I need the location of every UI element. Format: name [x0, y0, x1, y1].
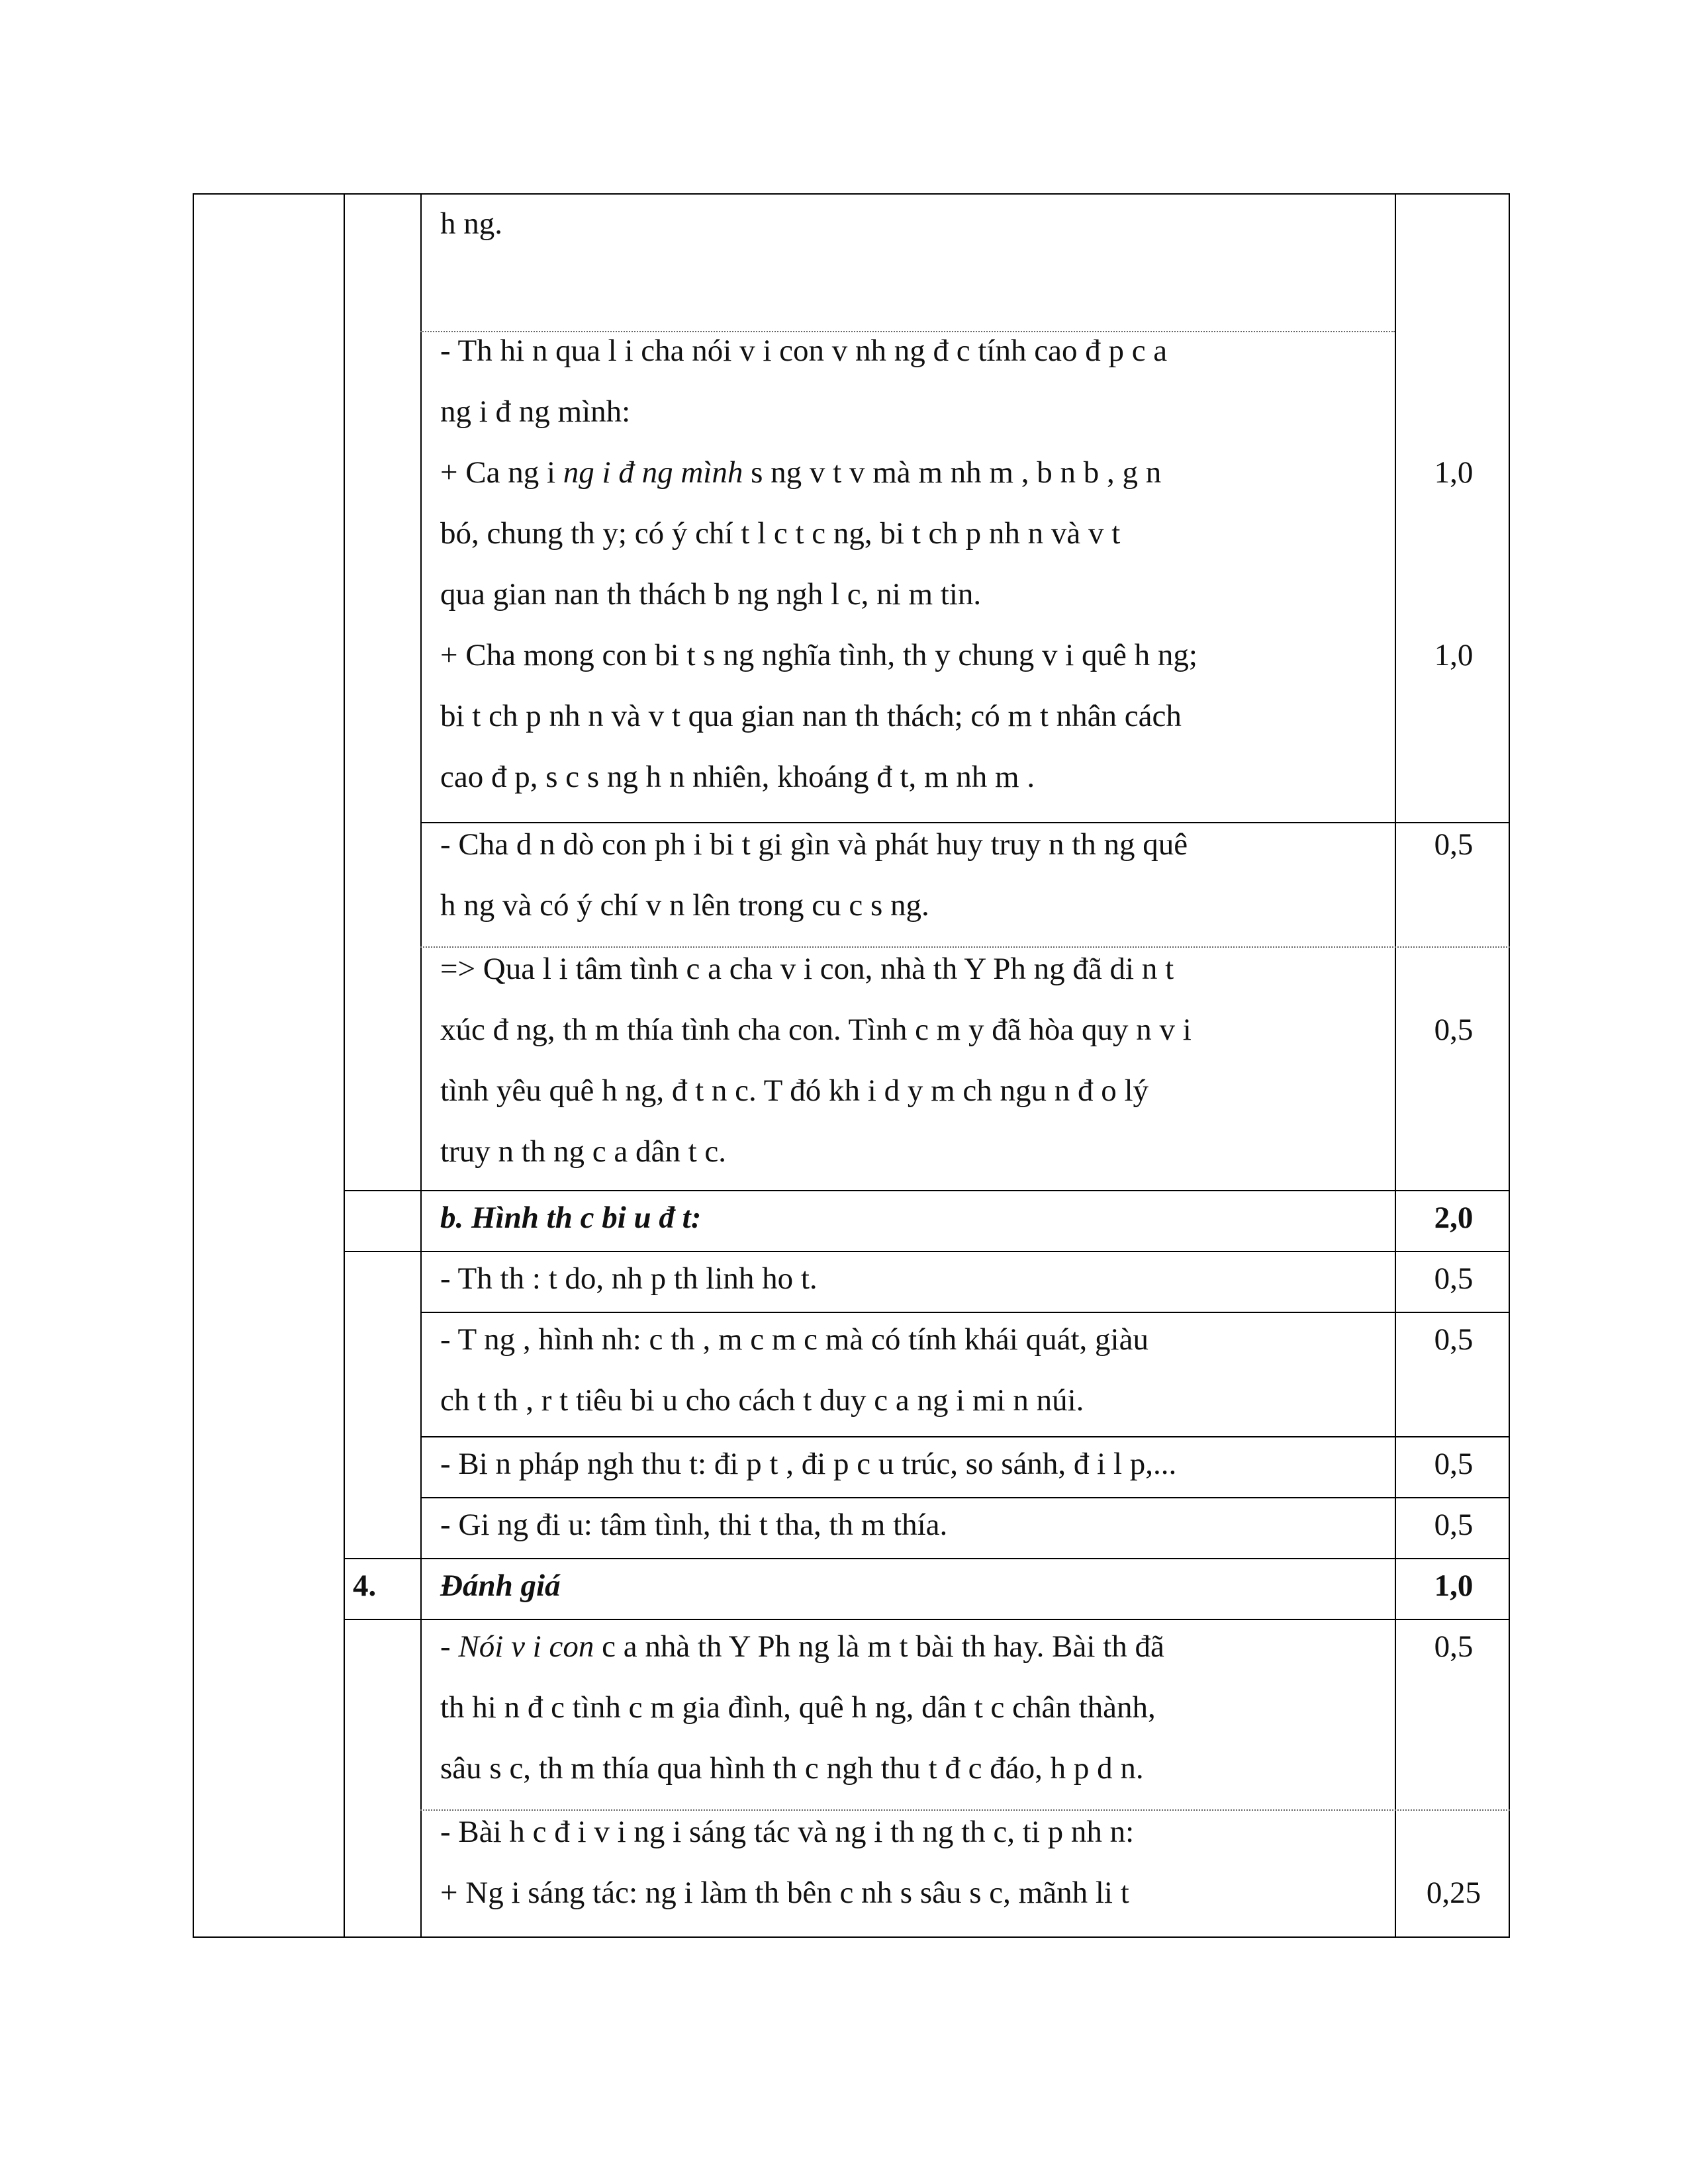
text-line: cao đ p, s c s ng h n nhiên, khoáng đ t, m nh m . [440, 760, 1035, 794]
row-separator [420, 1436, 1510, 1437]
text-line: - Th th : t do, nh p th linh ho t. [440, 1261, 818, 1296]
score-cell: 0,5 [1434, 1508, 1474, 1542]
text-line: sâu s c, th m thía qua hình th c ngh thu t đ c đáo, h p d n. [440, 1751, 1144, 1786]
row-separator [420, 822, 1510, 823]
score-cell: 0,5 [1434, 1261, 1474, 1296]
score-cell: 0,5 [1434, 1447, 1474, 1481]
text-line: tình yêu quê h ng, đ t n c. T đó kh i d y m ch ngu n đ o lý [440, 1073, 1149, 1108]
row-separator [420, 946, 1510, 948]
text-segment: - [440, 1629, 459, 1664]
text-line: - Gi ng đi u: tâm tình, thi t tha, th m thía. [440, 1508, 948, 1542]
column-divider [420, 195, 422, 1936]
score-cell: 0,25 [1426, 1876, 1481, 1910]
text-line: + Cha mong con bi t s ng nghĩa tình, th y chung v i quê h ng; [440, 638, 1197, 672]
text-segment: + Ca ng i [440, 455, 563, 490]
text-line [440, 1627, 1164, 1666]
text-line: => Qua l i tâm tình c a cha v i con, nhà th Y Ph ng đã di n t [440, 952, 1174, 986]
text-line: ch t th , r t tiêu bi u cho cách t duy c a ng i mi n núi. [440, 1383, 1084, 1418]
text-line: bó, chung th y; có ý chí t l c t c ng, bi t ch p nh n và v t [440, 516, 1121, 551]
text-segment: c a nhà th Y Ph ng là m t bài th hay. Bài th đã [594, 1629, 1164, 1664]
text-line: ng i đ ng mình: [440, 394, 631, 429]
text-line: h ng. [440, 206, 502, 241]
row-separator [420, 1809, 1510, 1811]
text-line: - T ng , hình nh: c th , m c m c mà có tính khái quát, giàu [440, 1322, 1149, 1357]
text-line: + Ng i sáng tác: ng i làm th bên c nh s sâu s c, mãnh li t [440, 1876, 1129, 1910]
text-line: xúc đ ng, th m thía tình cha con. Tình c m y đã hòa quy n v i [440, 1013, 1192, 1047]
score-cell: 0,5 [1434, 1013, 1474, 1047]
text-segment: s ng v t v mà m nh m , b n b , g n [743, 455, 1162, 490]
section-heading: b. Hình th c bi u đ t: [440, 1201, 702, 1235]
score-cell: 2,0 [1434, 1201, 1474, 1235]
italic-segment: ng i đ ng mình [563, 455, 743, 490]
text-line: - Bài h c đ i v i ng i sáng tác và ng i th ng th c, ti p nh n: [440, 1815, 1135, 1849]
text-line: - Cha d n dò con ph i bi t gi gìn và phát huy truy n th ng quê [440, 827, 1188, 862]
row-separator [420, 1497, 1510, 1498]
row-separator [420, 1312, 1510, 1313]
section-number: 4. [353, 1569, 377, 1603]
row-separator [344, 1619, 1510, 1620]
text-line: - Th hi n qua l i cha nói v i con v nh ng đ c tính cao đ p c a [440, 334, 1168, 368]
score-cell: 0,5 [1434, 1322, 1474, 1357]
score-cell: 0,5 [1434, 1629, 1474, 1664]
score-cell: 0,5 [1434, 827, 1474, 862]
italic-segment: Nói v i con [458, 1629, 594, 1664]
score-cell: 1,0 [1434, 1569, 1474, 1603]
text-line: qua gian nan th thách b ng ngh l c, ni m tin. [440, 577, 982, 612]
section-heading: Đánh giá [440, 1569, 561, 1603]
answer-table [193, 193, 1510, 1938]
row-separator [344, 1558, 1510, 1559]
text-line: - Bi n pháp ngh thu t: đi p t , đi p c u trúc, so sánh, đ i l p,... [440, 1447, 1177, 1481]
score-cell: 1,0 [1434, 638, 1474, 672]
text-line [440, 453, 1161, 492]
text-line: h ng và có ý chí v n lên trong cu c s ng. [440, 888, 929, 923]
column-divider [1395, 195, 1396, 1936]
column-divider [344, 195, 345, 1936]
score-cell: 1,0 [1434, 455, 1474, 490]
row-separator [344, 1190, 1510, 1191]
row-separator [344, 1251, 1510, 1252]
text-line: th hi n đ c tình c m gia đình, quê h ng, dân t c chân thành, [440, 1690, 1156, 1725]
text-line: bi t ch p nh n và v t qua gian nan th thách; có m t nhân cách [440, 699, 1182, 733]
text-line: truy n th ng c a dân t c. [440, 1134, 727, 1169]
